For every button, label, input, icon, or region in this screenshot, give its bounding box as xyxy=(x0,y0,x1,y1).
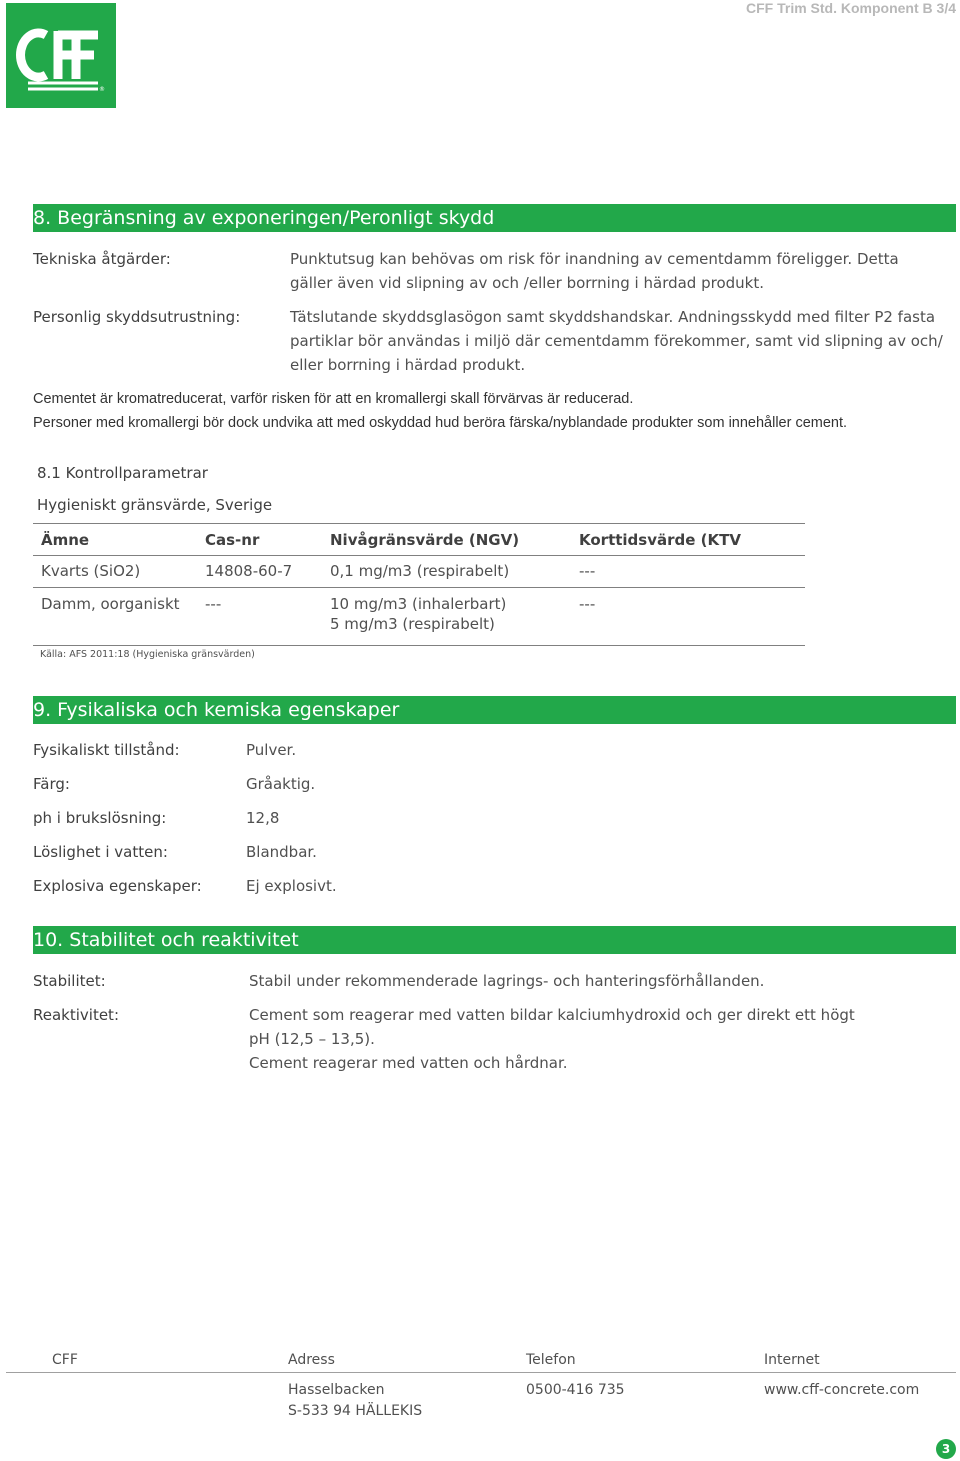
prop-label: ph i brukslösning: xyxy=(33,809,167,827)
footer-phone: 0500-416 735 xyxy=(526,1382,625,1398)
prop-label: Fysikaliskt tillstånd: xyxy=(33,741,180,759)
table-cell: 14808-60-7 xyxy=(197,556,322,588)
section-8-title: 8. Begränsning av exponeringen/Peronligt skydd xyxy=(33,207,495,229)
footer-address-line-2: S-533 94 HÄLLEKIS xyxy=(288,1403,423,1419)
footer-phone-heading: Telefon xyxy=(526,1352,576,1368)
section-9-header xyxy=(33,696,956,724)
table-header-cell: Cas-nr xyxy=(197,524,322,556)
tech-measures-line-1: Punktutsug kan behövas om risk för inandning av cementdamm föreligger. Detta xyxy=(290,250,899,268)
ppe-label: Personlig skyddsutrustning: xyxy=(33,308,241,326)
footer-company: CFF xyxy=(52,1352,78,1368)
prop-label: Löslighet i vatten: xyxy=(33,843,168,861)
table-source: Källa: AFS 2011:18 (Hygieniska gränsvärden) xyxy=(40,649,255,660)
prop-value: Blandbar. xyxy=(246,843,317,861)
reactivity-line-2: pH (12,5 – 13,5). xyxy=(249,1030,375,1048)
reactivity-line-3: Cement reagerar med vatten och hårdnar. xyxy=(249,1054,568,1072)
tech-measures-line-2: gäller även vid slipning av och /eller borrning i härdad produkt. xyxy=(290,274,764,292)
footer-divider xyxy=(6,1372,956,1373)
chromate-note-2: Personer med kromallergi bör dock undvika att med oskyddad hud beröra färska/nyblandade produkter som innehåller cement. xyxy=(33,415,848,431)
control-params-caption: Hygieniskt gränsvärde, Sverige xyxy=(37,496,273,514)
table-cell: 0,1 mg/m3 (respirabelt) xyxy=(322,556,571,588)
prop-label: Färg: xyxy=(33,775,70,793)
table-header-cell: Nivågränsvärde (NGV) xyxy=(322,524,571,556)
footer-address-line-1: Hasselbacken xyxy=(288,1382,385,1398)
stability-label: Stabilitet: xyxy=(33,972,106,990)
stability-text: Stabil under rekommenderade lagrings- och hanteringsförhållanden. xyxy=(249,972,765,990)
page-number-badge: 3 xyxy=(936,1439,956,1459)
table-cell: Kvarts (SiO2) xyxy=(33,556,197,588)
table-cell xyxy=(322,588,571,646)
section-9-title: 9. Fysikaliska och kemiska egenskaper xyxy=(33,699,400,721)
prop-value: Pulver. xyxy=(246,741,297,759)
table-cell: --- xyxy=(571,556,805,588)
section-8-header xyxy=(33,204,956,232)
limit-values-table xyxy=(33,523,805,646)
table-cell-line: 5 mg/m3 (respirabelt) xyxy=(330,615,495,633)
prop-value: Ej explosivt. xyxy=(246,877,337,895)
footer-internet-heading: Internet xyxy=(764,1352,820,1368)
cff-logo-icon xyxy=(6,3,116,108)
company-logo xyxy=(6,3,116,108)
table-header-cell: Korttidsvärde (KTV xyxy=(571,524,805,556)
table-cell: Damm, oorganiskt xyxy=(33,588,197,646)
table-cell-line: 10 mg/m3 (inhalerbart) xyxy=(330,595,507,613)
table-row xyxy=(33,556,805,588)
prop-value: Gråaktig. xyxy=(246,775,316,793)
control-params-title: 8.1 Kontrollparametrar xyxy=(37,464,208,482)
ppe-line-2: partiklar bör användas i miljö där cementdamm förekommer, samt vid slipning av och/ xyxy=(290,332,943,350)
chromate-note-1: Cementet är kromatreducerat, varför risken för att en kromallergi skall förvärvas är reducerad. xyxy=(33,391,634,407)
ppe-line-1: Tätslutande skyddsglasögon samt skyddshandskar. Andningsskydd med filter P2 fasta xyxy=(290,308,936,326)
table-cell: --- xyxy=(571,588,805,646)
section-10-header xyxy=(33,926,956,954)
prop-label: Explosiva egenskaper: xyxy=(33,877,202,895)
reactivity-label: Reaktivitet: xyxy=(33,1006,119,1024)
table-row xyxy=(33,588,805,646)
footer-website-link[interactable]: www.cff-concrete.com xyxy=(764,1382,920,1398)
table-header-row xyxy=(33,524,805,556)
table-header-cell: Ämne xyxy=(33,524,197,556)
footer-address-heading: Adress xyxy=(288,1352,335,1368)
svg-text:®: ® xyxy=(99,86,105,93)
prop-value: 12,8 xyxy=(246,809,280,827)
tech-measures-label: Tekniska åtgärder: xyxy=(33,250,171,268)
ppe-line-3: eller borrning i härdad produkt. xyxy=(290,356,526,374)
document-title: CFF Trim Std. Komponent B 3/4 xyxy=(745,0,956,16)
table-cell: --- xyxy=(197,588,322,646)
section-10-title: 10. Stabilitet och reaktivitet xyxy=(33,929,299,951)
reactivity-line-1: Cement som reagerar med vatten bildar kalciumhydroxid och ger direkt ett högt xyxy=(249,1006,855,1024)
